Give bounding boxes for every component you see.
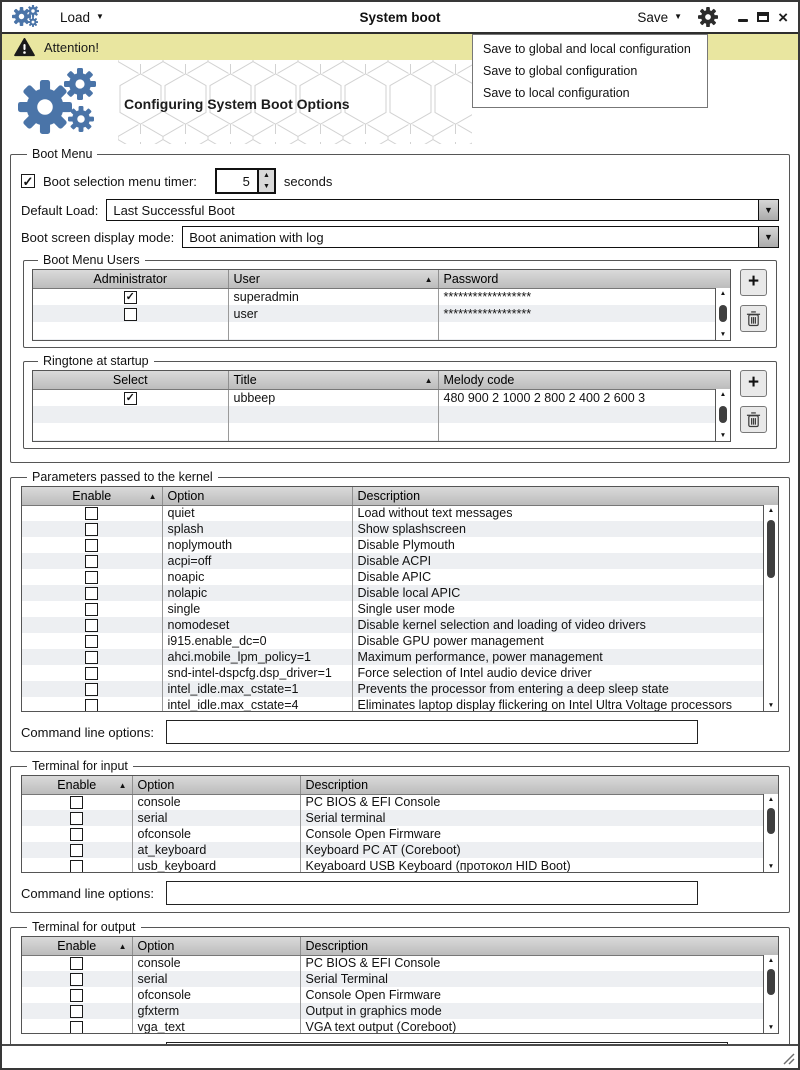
terminal-input-legend: Terminal for input (32, 759, 128, 773)
scroll-down-icon[interactable]: ▼ (767, 702, 775, 709)
terminal-input-cmdline-label: Command line options: (21, 885, 154, 901)
kernel-param-row[interactable]: ahci.mobile_lpm_policy=1 Maximum performance, power management (22, 649, 778, 665)
default-load-combobox[interactable] (106, 199, 779, 221)
users-table (32, 269, 731, 341)
plus-icon: + (747, 271, 760, 292)
enable-checkbox[interactable] (70, 812, 83, 825)
trash-icon (746, 310, 761, 327)
enable-checkbox[interactable] (85, 635, 98, 648)
sort-asc-icon: ▲ (424, 275, 433, 284)
terminal-output-row[interactable]: console PC BIOS & EFI Console (22, 955, 778, 971)
kernel-param-row[interactable]: noapic Disable APIC (22, 569, 778, 585)
scrollbar-thumb[interactable] (719, 406, 727, 423)
dropdown-arrow-icon[interactable]: ▼ (758, 227, 778, 247)
scroll-up-icon[interactable]: ▲ (719, 391, 727, 398)
sort-asc-icon: ▲ (118, 781, 127, 790)
maximize-button[interactable] (757, 12, 769, 22)
terminal-output-row[interactable]: vga_text VGA text output (Coreboot) (22, 1019, 778, 1034)
column-header-password[interactable]: Password (438, 270, 730, 288)
display-mode-label: Boot screen display mode: (21, 229, 175, 245)
add-ringtone-button[interactable] (740, 370, 767, 397)
enable-checkbox[interactable] (85, 667, 98, 680)
banner-text: Attention! (44, 39, 99, 55)
kernel-param-row[interactable]: noplymouth Disable Plymouth (22, 537, 778, 553)
kernel-param-row[interactable]: i915.enable_dc=0 Disable GPU power management (22, 633, 778, 649)
kernel-param-row[interactable]: nolapic Disable local APIC (22, 585, 778, 601)
scroll-up-icon[interactable]: ▲ (767, 507, 775, 514)
kernel-params-legend: Parameters passed to the kernel (32, 470, 213, 484)
status-bar (2, 1044, 798, 1068)
chevron-down-icon: ▼ (96, 12, 104, 21)
kernel-param-row[interactable]: nomodeset Disable kernel selection and loading of video drivers (22, 617, 778, 633)
save-menu-item[interactable]: Save to global and local configuration (483, 42, 691, 56)
table-scrollbar[interactable] (763, 505, 778, 711)
column-header-option[interactable]: Option (132, 776, 300, 794)
terminal-input-fieldset (10, 759, 790, 913)
column-header-enable[interactable]: Enable ▲ (22, 776, 132, 794)
sort-asc-icon: ▲ (148, 492, 157, 501)
close-button[interactable]: × (778, 7, 788, 27)
save-menu-label: Save (637, 9, 669, 25)
column-header-enable[interactable]: Enable ▲ (22, 487, 162, 505)
enable-checkbox[interactable] (70, 957, 83, 970)
scroll-down-icon[interactable]: ▼ (719, 331, 727, 338)
scrollbar-thumb[interactable] (767, 520, 775, 578)
spin-up-icon[interactable]: ▲ (262, 172, 270, 179)
terminal-input-table (21, 775, 779, 873)
enable-checkbox[interactable] (85, 683, 98, 696)
ringtone-table (32, 370, 731, 442)
kernel-params-table (21, 486, 779, 712)
enable-checkbox[interactable] (70, 796, 83, 809)
user-table-row[interactable]: ✓ superadmin ****************** (33, 288, 730, 305)
enable-checkbox[interactable] (70, 1021, 83, 1034)
terminal-output-row[interactable]: gfxterm Output in graphics mode (22, 1003, 778, 1019)
enable-checkbox[interactable] (85, 619, 98, 632)
load-menu-label: Load (60, 9, 91, 25)
default-load-label: Default Load: (21, 202, 99, 218)
ringtone-fieldset (23, 354, 777, 449)
ringtone-table-row[interactable] (33, 406, 730, 423)
terminal-output-table (21, 936, 779, 1034)
kernel-param-row[interactable]: quiet Load without text messages (22, 505, 778, 521)
delete-ringtone-button[interactable] (740, 406, 767, 433)
terminal-input-cmdline-row (21, 881, 779, 905)
default-load-value: Last Successful Boot (113, 202, 235, 218)
boot-timer-row (21, 168, 779, 194)
enable-checkbox[interactable] (70, 973, 83, 986)
terminal-output-row[interactable]: ofconsole Console Open Firmware (22, 987, 778, 1003)
boot-menu-users-legend: Boot Menu Users (43, 253, 140, 267)
chevron-down-icon: ▼ (674, 12, 683, 21)
boot-timer-spinner (215, 168, 276, 194)
column-header-option[interactable]: Option (132, 937, 300, 955)
terminal-input-row[interactable]: ofconsole Console Open Firmware (22, 826, 778, 842)
terminal-input-row[interactable]: console PC BIOS & EFI Console (22, 794, 778, 810)
scroll-up-icon[interactable]: ▲ (719, 290, 727, 297)
column-header-description[interactable]: Description (352, 487, 778, 505)
column-header-melody[interactable]: Melody code (438, 371, 730, 389)
enable-checkbox[interactable] (85, 539, 98, 552)
table-scrollbar[interactable] (763, 794, 778, 872)
save-dropdown-menu (472, 34, 708, 108)
scroll-up-icon[interactable]: ▲ (767, 796, 775, 803)
kernel-cmdline-label: Command line options: (21, 724, 154, 740)
enable-checkbox[interactable] (70, 989, 83, 1002)
scrollbar-thumb[interactable] (767, 969, 775, 995)
column-header-description[interactable]: Description (300, 776, 778, 794)
column-header-title[interactable]: Title ▲ (228, 371, 438, 389)
enable-checkbox[interactable] (70, 828, 83, 841)
table-scrollbar[interactable] (715, 288, 730, 340)
scroll-down-icon[interactable]: ▼ (767, 863, 775, 870)
enable-checkbox[interactable] (70, 1005, 83, 1018)
terminal-output-row[interactable]: serial Serial Terminal (22, 971, 778, 987)
dropdown-arrow-icon[interactable]: ▼ (758, 200, 778, 220)
default-load-row (21, 199, 779, 221)
user-table-row[interactable] (33, 322, 730, 339)
terminal-input-row[interactable]: serial Serial terminal (22, 810, 778, 826)
scroll-down-icon[interactable]: ▼ (719, 432, 727, 439)
minimize-button[interactable] (738, 19, 748, 22)
ringtone-table-row[interactable] (33, 440, 730, 442)
ringtone-table-row[interactable] (33, 423, 730, 440)
app-logo-large (16, 66, 108, 138)
enable-checkbox[interactable] (85, 699, 98, 712)
ringtone-table-row[interactable]: ✓ ubbeep 480 900 2 1000 2 800 2 400 2 600 3 (33, 389, 730, 406)
resize-grip[interactable] (781, 1051, 795, 1065)
kernel-params-fieldset (10, 470, 790, 752)
kernel-param-row[interactable]: snd-intel-dspcfg.dsp_driver=1 Force selection of Intel audio device driver (22, 665, 778, 681)
table-scrollbar[interactable] (763, 955, 778, 1033)
load-menu-button[interactable] (60, 10, 104, 25)
enable-checkbox[interactable] (85, 603, 98, 616)
select-checkbox[interactable]: ✓ (125, 391, 135, 404)
column-header-option[interactable]: Option (162, 487, 352, 505)
column-header-user[interactable]: User ▲ (228, 270, 438, 288)
column-header-enable[interactable]: Enable ▲ (22, 937, 132, 955)
enable-checkbox[interactable] (85, 555, 98, 568)
user-table-row[interactable]: user ****************** (33, 305, 730, 322)
trash-icon (746, 411, 761, 428)
app-logo-icon (12, 5, 42, 29)
page-title: Configuring System Boot Options (124, 96, 350, 112)
boot-timer-unit: seconds (283, 173, 333, 189)
warning-icon (14, 38, 35, 57)
spin-down-icon[interactable]: ▼ (262, 183, 270, 190)
kernel-param-row[interactable]: splash Show splashscreen (22, 521, 778, 537)
settings-gear-icon[interactable] (698, 7, 718, 27)
window-controls (738, 9, 788, 26)
save-menu-item[interactable]: Save to local configuration (483, 86, 630, 100)
titlebar-right (637, 7, 788, 27)
enable-checkbox[interactable] (85, 651, 98, 664)
display-mode-combobox[interactable] (182, 226, 779, 248)
terminal-input-row[interactable]: at_keyboard Keyboard PC AT (Coreboot) (22, 842, 778, 858)
enable-checkbox[interactable] (85, 523, 98, 536)
boot-menu-users-fieldset (23, 253, 777, 348)
sort-asc-icon: ▲ (118, 942, 127, 951)
terminal-input-row[interactable]: usb_keyboard Keyaboard USB Keyboard (протокол HID Boot) (22, 858, 778, 873)
boot-timer-value[interactable]: 5 (242, 173, 250, 189)
kernel-cmdline-input[interactable] (166, 720, 698, 744)
kernel-cmdline-row (21, 720, 779, 744)
scroll-up-icon[interactable]: ▲ (767, 957, 775, 964)
kernel-param-row[interactable]: single Single user mode (22, 601, 778, 617)
admin-checkbox[interactable]: ✓ (125, 290, 135, 303)
titlebar (2, 2, 798, 34)
terminal-output-legend: Terminal for output (32, 920, 136, 934)
sort-asc-icon: ▲ (424, 376, 433, 385)
boot-menu-legend: Boot Menu (32, 147, 93, 161)
user-table-row[interactable] (33, 339, 730, 341)
terminal-input-cmdline-input[interactable] (166, 881, 698, 905)
enable-checkbox[interactable] (85, 571, 98, 584)
table-scrollbar[interactable] (715, 389, 730, 441)
boot-timer-checkbox[interactable]: ✓ (22, 173, 34, 189)
enable-checkbox[interactable] (70, 844, 83, 857)
kernel-param-row[interactable]: intel_idle.max_cstate=1 Prevents the processor from entering a deep sleep state (22, 681, 778, 697)
boot-timer-label: Boot selection menu timer: (43, 173, 197, 189)
display-mode-value: Boot animation with log (189, 229, 324, 245)
enable-checkbox[interactable] (85, 587, 98, 600)
column-header-select[interactable]: Select (33, 371, 228, 389)
save-menu-item[interactable]: Save to global configuration (483, 64, 638, 78)
enable-checkbox[interactable] (85, 507, 98, 520)
scroll-down-icon[interactable]: ▼ (767, 1024, 775, 1031)
enable-checkbox[interactable] (70, 860, 83, 873)
ringtone-legend: Ringtone at startup (43, 354, 149, 368)
scrollbar-thumb[interactable] (767, 808, 775, 834)
kernel-param-row[interactable]: intel_idle.max_cstate=4 Eliminates laptop display flickering on Intel Ultra Voltage processors (22, 697, 778, 712)
scrollbar-thumb[interactable] (719, 305, 727, 322)
add-user-button[interactable] (740, 269, 767, 296)
window-title: System boot (359, 9, 441, 25)
column-header-administrator[interactable]: Administrator (33, 270, 228, 288)
display-mode-row (21, 226, 779, 248)
save-menu-button[interactable] (637, 10, 682, 25)
kernel-param-row[interactable]: acpi=off Disable ACPI (22, 553, 778, 569)
column-header-description[interactable]: Description (300, 937, 778, 955)
admin-checkbox[interactable] (124, 308, 137, 321)
delete-user-button[interactable] (740, 305, 767, 332)
plus-icon: + (747, 372, 760, 393)
boot-menu-fieldset (10, 147, 790, 463)
